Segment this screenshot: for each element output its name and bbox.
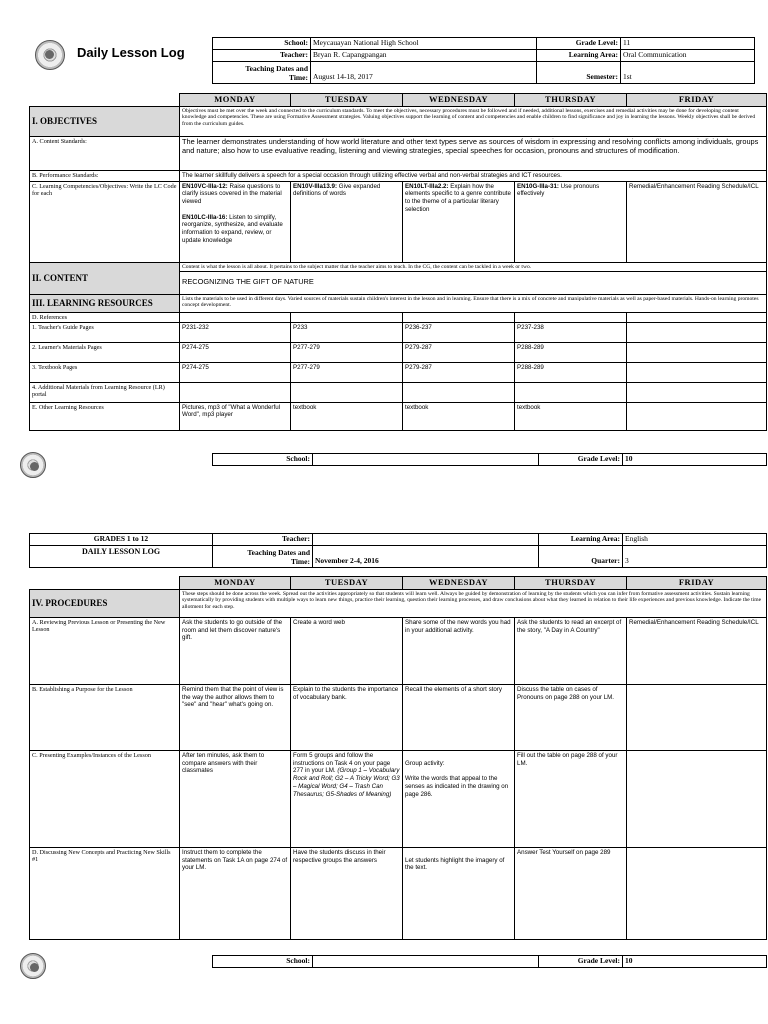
competency-tuesday: EN10V-IIIa13.9: Give expanded definitions of words: [291, 181, 403, 262]
day-monday: MONDAY: [180, 94, 291, 107]
proc-b-thursday: Discuss the table on cases of Pronouns on page 288 on your LM.: [515, 684, 627, 750]
tb-monday: P274-275: [180, 362, 291, 382]
proc-d-label: D. Discussing New Concepts and Practicing New Skills #1: [30, 847, 180, 939]
tb-friday: [627, 362, 767, 382]
proc-b-monday: Remind them that the point of view is the way the author allows them to "see" and "hear" what's going on.: [180, 684, 291, 750]
semester-label: Semester:: [537, 62, 621, 84]
blank-corner: [30, 94, 180, 107]
competency-friday: Remedial/Enhancement Reading Schedule/ICL: [627, 181, 767, 262]
additional-materials-label: 4. Additional Materials from Learning Resource (LR) portal: [30, 382, 180, 402]
lesson-table: [29, 93, 767, 431]
p2-day-wednesday: WEDNESDAY: [403, 577, 515, 590]
lm-friday: [627, 342, 767, 362]
p2-area-value: English: [623, 534, 767, 546]
p2-quarter-value: 3: [623, 546, 767, 568]
proc-a-friday: Remedial/Enhancement Reading Schedule/ICL: [627, 617, 767, 684]
proc-a-monday: Ask the students to go outside of the room and let them discover nature's gift.: [180, 617, 291, 684]
learning-resources-note: Lists the materials to be used in different days. Varied sources of materials sustain children's interest in the lesson and in learning. Ensure that there is a mix of concrete and manipulative materials as well as paper-based materials. Hands-on learning promotes concept development.: [180, 294, 767, 312]
tg-thursday: P237-238: [515, 322, 627, 342]
page-title: Daily Lesson Log: [77, 45, 185, 60]
tb-tuesday: P277-279: [291, 362, 403, 382]
proc-d-friday: [627, 847, 767, 939]
other-thursday: textbook: [515, 402, 627, 430]
tg-tuesday: P233: [291, 322, 403, 342]
tg-monday: P231-232: [180, 322, 291, 342]
proc-c-friday: [627, 750, 767, 847]
other-resources-label: E. Other Learning Resources: [30, 402, 180, 430]
proc-b-tuesday: Explain to the students the importance of vocabulary bank.: [291, 684, 403, 750]
page2-header-table: [29, 533, 767, 568]
lm-thursday: P288-289: [515, 342, 627, 362]
content-note: Content is what the lesson is all about. It pertains to the subject matter that the teacher aims to teach. In the CG, the content can be tackled in a week or two.: [180, 263, 766, 273]
deped-seal-logo-footer-2: [20, 953, 46, 979]
tg-friday: [627, 322, 767, 342]
p2-area-label: Learning Area:: [539, 534, 623, 546]
footer-table: [212, 453, 767, 466]
deped-seal-logo: [35, 40, 65, 70]
teacher-value: Bryan R. Capangpangan: [311, 50, 537, 62]
competency-wednesday: EN10LT-IIIa2.2: Explain how the elements specific to a genre contribute to the theme of a particular literary selection: [403, 181, 515, 262]
p2-quarter-label: Quarter:: [539, 546, 623, 568]
proc-d-monday: Instruct them to complete the statements on Task 1A on page 274 of your LM.: [180, 847, 291, 939]
deped-seal-logo-footer: [20, 452, 46, 478]
content-cell: [180, 262, 767, 294]
p2-day-monday: MONDAY: [180, 577, 291, 590]
header-table: [212, 37, 755, 84]
learners-materials-label: 2. Learner's Materials Pages: [30, 342, 180, 362]
grade-level-value: 11: [621, 38, 755, 50]
day-thursday: THURSDAY: [515, 94, 627, 107]
proc-b-label: B. Establishing a Purpose for the Lesson: [30, 684, 180, 750]
tb-wednesday: P279-287: [403, 362, 515, 382]
lm-monday: P274-275: [180, 342, 291, 362]
proc-b-wednesday: Recall the elements of a short story: [403, 684, 515, 750]
footer2-grade-label: Grade Level:: [539, 956, 623, 968]
content-heading: II. CONTENT: [30, 262, 180, 294]
procedures-table: [29, 576, 767, 940]
footer-school-value: [313, 454, 539, 466]
teacher-label: Teacher:: [213, 50, 311, 62]
references-label: D. References: [30, 312, 180, 322]
p2-teacher-label: Teacher:: [213, 534, 313, 546]
dll-title: DAILY LESSON LOG: [30, 546, 213, 568]
teaching-dates-label: Teaching Dates and Time:: [213, 62, 311, 84]
p2-day-tuesday: TUESDAY: [291, 577, 403, 590]
procedures-heading: IV. PROCEDURES: [30, 589, 180, 617]
day-tuesday: TUESDAY: [291, 94, 403, 107]
proc-d-thursday: Answer Test Yourself on page 289: [515, 847, 627, 939]
footer-table-2: [212, 955, 767, 968]
day-friday: FRIDAY: [627, 94, 767, 107]
p2-dates-label: Teaching Dates and Time:: [213, 546, 313, 568]
tb-thursday: P288-289: [515, 362, 627, 382]
proc-a-thursday: Ask the students to read an excerpt of the story, "A Day in A Country": [515, 617, 627, 684]
school-value: Meycauayan National High School: [311, 38, 537, 50]
other-monday: Pictures, mp3 of "What a Wonderful Word", mp3 player: [180, 402, 291, 430]
competency-thursday: EN10G-IIIa-31: Use pronouns effectively: [515, 181, 627, 262]
p2-day-thursday: THURSDAY: [515, 577, 627, 590]
proc-c-tuesday: Form 5 groups and follow the instructions on Task 4 on your page 277 in your LM. (Group 1 – Vocabulary Rock and Roll; G2 – A Tricky Word; G3 – Magical Word; G4 – Trash Can Thesaurus; G5-Shades of Meaning): [291, 750, 403, 847]
proc-c-label: C. Presenting Examples/Instances of the Lesson: [30, 750, 180, 847]
content-value: RECOGNIZING THE GIFT OF NATURE: [182, 277, 314, 287]
footer-grade-label: Grade Level:: [539, 454, 623, 466]
performance-standards-value: The learner skillfully delivers a speech for a special occasion through utilizing effective verbal and non-verbal strategies and ICT resources.: [180, 170, 767, 181]
learning-area-value: Oral Communication: [621, 50, 755, 62]
footer-grade-value: 10: [623, 454, 767, 466]
proc-c-wednesday: Group activity: Write the words that appeal to the senses as indicated in the drawing on page 286.: [403, 750, 515, 847]
proc-a-wednesday: Share some of the new words you had in your additional activity.: [403, 617, 515, 684]
day-wednesday: WEDNESDAY: [403, 94, 515, 107]
semester-value: 1st: [621, 62, 755, 84]
proc-d-wednesday: Let students highlight the imagery of the text.: [403, 847, 515, 939]
proc-c-thursday: Fill out the table on page 288 of your LM.: [515, 750, 627, 847]
learning-resources-heading: III. LEARNING RESOURCES: [30, 294, 180, 312]
textbook-pages-label: 3. Textbook Pages: [30, 362, 180, 382]
proc-d-tuesday: Have the students discuss in their respective groups the answers: [291, 847, 403, 939]
content-standards-value: The learner demonstrates understanding of how world literature and other text types serve as sources of wisdom in expressing and resolving conflicts among individuals, groups and nature; also how to use evaluative reading, listening and viewing strategies, special speeches for occasion, pronouns and structures of modification.: [180, 136, 767, 170]
content-standards-label: A. Content Standards:: [30, 136, 180, 170]
objectives-note: Objectives must be met over the week and connected to the curriculum standards. To meet the objectives, necessary procedures must be followed and if needed, additional lessons, exercises and remedial activities may be done for developing content knowledge and competencies. These are using Formative Assessment strategies. Valuing objectives support the learning of content and competencies and enable children to find significance and joy in learning the lessons. Weekly objectives shall be derived from the curriculum guides.: [180, 106, 767, 136]
lm-tuesday: P277-279: [291, 342, 403, 362]
other-wednesday: textbook: [403, 402, 515, 430]
competencies-label: C. Learning Competencies/Objectives: Write the LC Code for each: [30, 181, 180, 262]
school-label: School:: [213, 38, 311, 50]
lm-wednesday: P279-287: [403, 342, 515, 362]
competency-monday: EN10VC-IIIa-12: Raise questions to clarify issues covered in the material viewed EN10LC-IIIa-16: Listen to simplify, reorganize, synthesize, and evaluate information to expand, review, or update knowledge: [180, 181, 291, 262]
proc-a-tuesday: Create a word web: [291, 617, 403, 684]
performance-standards-label: B. Performance Standards:: [30, 170, 180, 181]
dll-grades-title: GRADES 1 to 12: [30, 534, 213, 546]
p2-dates-value: November 2-4, 2016: [313, 546, 539, 568]
tg-wednesday: P236-237: [403, 322, 515, 342]
learning-area-label: Learning Area:: [537, 50, 621, 62]
proc-c-monday: After ten minutes, ask them to compare answers with their classmates: [180, 750, 291, 847]
procedures-note: These steps should be done across the week. Spread out the activities appropriately so that students will learn well. Always be guided by demonstration of learning by the students which you can infer from formative assessment activities. Sustain learning systematically by providing students with multiple ways to learn new things, practice their learning, question their learning processes, and draw conclusions about what they learned in relation to their life experiences and previous knowledge. Indicate the time allotment for each step.: [180, 589, 767, 617]
objectives-heading: I. OBJECTIVES: [30, 106, 180, 136]
footer2-grade-value: 10: [623, 956, 767, 968]
p2-day-friday: FRIDAY: [627, 577, 767, 590]
teachers-guide-label: 1. Teacher's Guide Pages: [30, 322, 180, 342]
footer2-school-label: School:: [213, 956, 313, 968]
teaching-dates-value: August 14-18, 2017: [311, 62, 537, 84]
other-friday: [627, 402, 767, 430]
grade-level-label: Grade Level:: [537, 38, 621, 50]
footer2-school-value: [313, 956, 539, 968]
p2-teacher-value: [313, 534, 539, 546]
proc-b-friday: [627, 684, 767, 750]
footer-school-label: School:: [213, 454, 313, 466]
proc-a-label: A. Reviewing Previous Lesson or Presenting the New Lesson: [30, 617, 180, 684]
other-tuesday: textbook: [291, 402, 403, 430]
